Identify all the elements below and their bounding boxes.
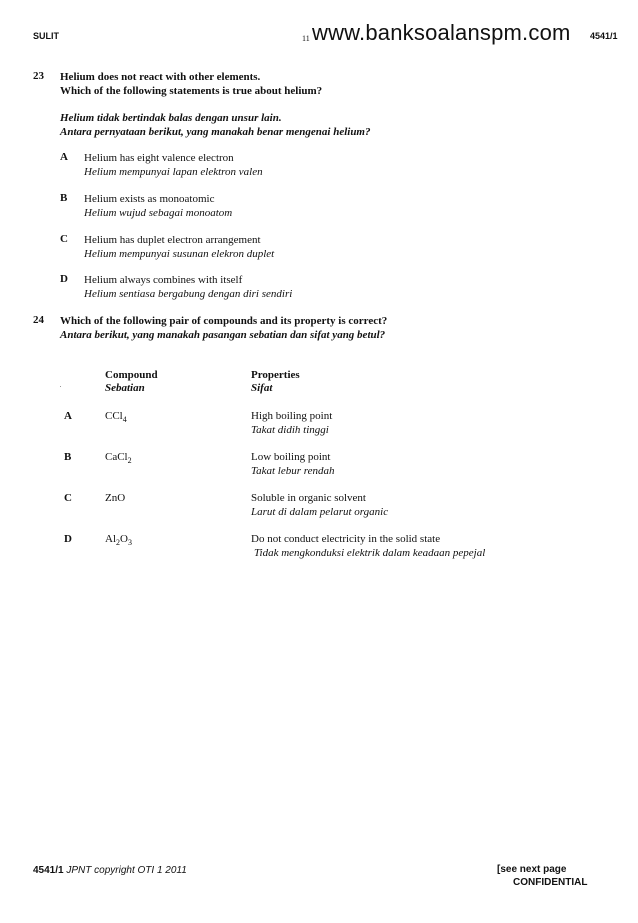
q24-row-d-property-en: Do not conduct electricity in the solid state [251,533,441,545]
q24-row-c-property-en: Soluble in organic solvent [251,492,366,504]
q24-row-b-compound: CaCl$_2$ [105,451,132,466]
q23-option-b-letter: B [60,192,68,204]
question-23-stem-my-2: Antara pernyataan berikut, yang manakah benar mengenai helium? [60,126,371,138]
q24-row-d-compound: $Al_2O_3$ [105,533,132,548]
column-compound-my: Sebatian [105,382,145,394]
q23-option-a-en: Helium has eight valence electron [84,152,234,164]
footer-confidential: CONFIDENTIAL [513,877,588,888]
q23-option-a-my: Helium mempunyai lapan elektron valen [84,166,263,178]
q23-option-d-en: Helium always combines with itself [84,274,243,286]
q24-row-a-letter: A [64,410,72,422]
q23-option-a-letter: A [60,151,68,163]
question-23-stem-en-1: Helium does not react with other elements. [60,71,261,83]
q23-option-d-letter: D [60,273,68,285]
q23-option-c-letter: C [60,233,68,245]
q24-row-c-property-my: Larut di dalam pelarut organic [251,506,389,518]
q23-option-b-my: Helium wujud sebagai monoatom [84,207,233,219]
page-number: 11 [302,34,310,43]
q24-row-c-compound: ZnO [105,492,126,504]
q24-row-b-letter: B [64,451,72,463]
footer-see-next-page: [see next page [497,864,567,875]
column-properties-en: Properties [251,369,300,381]
q23-option-d-my: Helium sentiasa bergabung dengan diri sendiri [84,288,293,300]
q23-option-b-en: Helium exists as monoatomic [84,193,215,205]
q24-row-b-property-my: Takat lebur rendah [251,465,335,477]
scan-speck [60,386,61,387]
watermark-url: www.banksoalanspm.com [312,20,571,45]
question-23-stem-en-2: Which of the following statements is true about helium? [60,85,323,97]
header-sulit: SULIT [33,31,59,41]
q24-row-a-property-my: Takat didih tinggi [251,424,329,436]
paper-code: 4541/1 [590,31,618,41]
q24-row-d-property-my: Tidak mengkonduksi elektrik dalam keadaan pepejal [254,547,486,559]
question-24-stem-my: Antara berikut, yang manakah pasangan sebatian dan sifat yang betul? [60,329,386,341]
footer-copyright: 4541/1 JPNT copyright OTI 1 2011 [33,865,187,876]
q24-row-a-compound: CCl$_4$ [105,410,127,425]
q23-option-c-my: Helium mempunyai susunan elekron duplet [84,248,275,260]
q23-option-c-en: Helium has duplet electron arrangement [84,234,261,246]
question-23-number: 23 [33,70,44,82]
q24-row-b-property-en: Low boiling point [251,451,331,463]
question-24-stem-en: Which of the following pair of compounds and its property is correct? [60,315,388,327]
column-properties-my: Sifat [251,382,273,394]
q24-row-c-letter: C [64,492,72,504]
column-compound-en: Compound [105,369,158,381]
q24-row-d-letter: D [64,533,72,545]
q24-row-a-property-en: High boiling point [251,410,333,422]
question-24-number: 24 [33,314,44,326]
question-23-stem-my-1: Helium tidak bertindak balas dengan unsur lain. [60,112,282,124]
